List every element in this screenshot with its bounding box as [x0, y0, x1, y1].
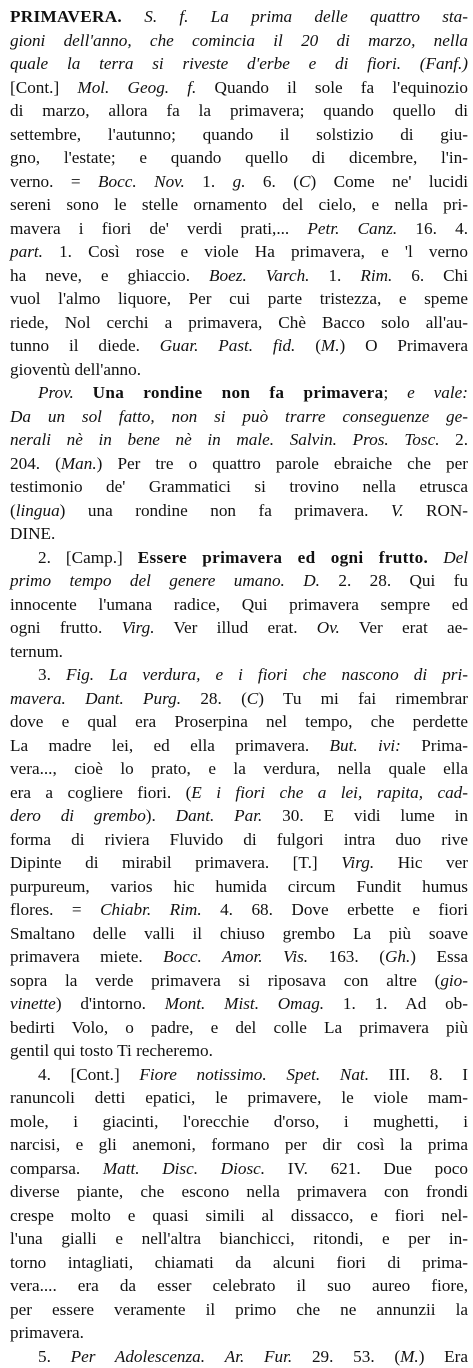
- text-line: [10, 898, 468, 922]
- text-segment: Quando il sole fa l'equinozio: [196, 78, 468, 97]
- text-segment: ternum.: [10, 642, 63, 661]
- text-line: [10, 193, 468, 217]
- text-segment: 1. Così rose e viole Ha primavera, e 'l verno: [43, 242, 468, 261]
- text-segment: gno, l'estate; e quando quello di dicembre, l'in-: [10, 148, 468, 167]
- text-line: [10, 992, 468, 1016]
- text-segment: primavera.: [10, 1323, 84, 1342]
- headword-text: Una rondine non fa primavera: [93, 383, 384, 402]
- text-segment: ) Tu mi fai rimembrar: [258, 689, 468, 708]
- italic-text: Del: [443, 548, 468, 567]
- text-segment: mole, i giacinti, l'orecchie d'orso, i mughetti, i: [10, 1112, 468, 1131]
- text-segment: narcisi, e gli anemoni, formano per dir così la prima: [10, 1135, 468, 1154]
- italic-text: M.: [400, 1347, 419, 1366]
- text-segment: sereni sono le stelle ornamento del cielo, e nella pri-: [10, 195, 468, 214]
- text-segment: comparsa.: [10, 1159, 103, 1178]
- text-line: [10, 1298, 468, 1322]
- text-segment: tunno il diede.: [10, 336, 160, 355]
- text-segment: crespe molto e quasi simili al dissacco, e fiori nel-: [10, 1206, 468, 1225]
- italic-text: Man.: [61, 454, 97, 473]
- text-segment: 4. [Cont.]: [38, 1065, 139, 1084]
- text-line: [10, 1227, 468, 1251]
- italic-text: M.: [321, 336, 340, 355]
- italic-text: quale la terra si riveste d'erbe e di fiori. (Fanf.): [10, 54, 468, 73]
- text-segment: [74, 383, 93, 402]
- text-segment: 1.: [309, 266, 360, 285]
- text-line: [10, 170, 468, 194]
- italic-text: Petr. Canz.: [307, 219, 397, 238]
- text-segment: III. 8. I: [369, 1065, 468, 1084]
- text-segment: DINE.: [10, 524, 55, 543]
- italic-text: V.: [391, 501, 404, 520]
- italic-text: vinette: [10, 994, 56, 1013]
- text-segment: flores. =: [10, 900, 100, 919]
- text-line: [10, 499, 468, 523]
- text-line: [10, 710, 468, 734]
- text-segment: IV. 621. Due poco: [265, 1159, 468, 1178]
- text-segment: per essere veramente il primo che ne annunzii la: [10, 1300, 468, 1319]
- text-segment: 1.: [185, 172, 233, 191]
- text-segment: [267, 1065, 287, 1084]
- text-line: [10, 29, 468, 53]
- italic-text: mavera.: [10, 689, 66, 708]
- italic-text: C: [299, 172, 310, 191]
- text-segment: torno intagliati, chiamati da alcuni fiori di prima-: [10, 1253, 468, 1272]
- italic-text: Chiabr. Rim.: [100, 900, 202, 919]
- text-segment: dove e qual era Proserpina nel tempo, che perdette: [10, 712, 468, 731]
- text-segment: 3.: [38, 665, 66, 684]
- text-line: [10, 334, 468, 358]
- italic-text: primo tempo del genere umano.: [10, 571, 285, 590]
- italic-text: g.: [233, 172, 246, 191]
- text-line: [10, 734, 468, 758]
- text-line: [10, 1251, 468, 1275]
- text-line: [10, 1157, 468, 1181]
- text-segment: (: [10, 501, 16, 520]
- text-segment: [66, 689, 85, 708]
- text-line: [10, 922, 468, 946]
- text-segment: ) Come ne' lucidi: [310, 172, 468, 191]
- italic-text: Matt. Disc. Diosc.: [103, 1159, 265, 1178]
- text-line: [10, 146, 468, 170]
- italic-text: Da un sol fatto, non si può trarre conseguenze ge-: [10, 407, 468, 426]
- text-segment: ) O Primavera: [340, 336, 468, 355]
- text-segment: La madre lei, ed ella primavera.: [10, 736, 329, 755]
- text-segment: sopra la verde primavera si riposava con altre (: [10, 971, 440, 990]
- italic-text: Bocc. Amor. Vis.: [163, 947, 308, 966]
- text-line: [10, 358, 468, 382]
- text-segment: 204. (: [10, 454, 61, 473]
- text-line: [10, 1345, 468, 1368]
- italic-text: gio-: [440, 971, 468, 990]
- text-segment: 5.: [38, 1347, 71, 1366]
- text-line: [10, 969, 468, 993]
- text-line: [10, 475, 468, 499]
- text-segment: verno. =: [10, 172, 98, 191]
- text-segment: gentil qui tosto Ti recheremo.: [10, 1041, 213, 1060]
- text-line: [10, 1321, 468, 1345]
- text-segment: 2. [Camp.]: [38, 548, 138, 567]
- text-line: [10, 311, 468, 335]
- text-segment: Ver illud erat.: [155, 618, 317, 637]
- text-line: [10, 757, 468, 781]
- text-segment: 4. 68. Dove erbette e fiori: [202, 900, 468, 919]
- text-segment: (: [295, 336, 321, 355]
- text-line: [10, 828, 468, 852]
- text-segment: era a cogliere fiori. (: [10, 783, 191, 802]
- text-segment: ogni frutto.: [10, 618, 122, 637]
- text-segment: 2. 28. Qui fu: [320, 571, 468, 590]
- italic-text: Fig. La verdura, e i fiori che nascono di pri-: [66, 665, 468, 684]
- text-line: [10, 522, 468, 546]
- text-segment: forma di riviera Fluvido di fulgori intra duo rive: [10, 830, 468, 849]
- text-line: [10, 428, 468, 452]
- text-segment: ) d'intorno.: [56, 994, 165, 1013]
- italic-text: Spet. Nat.: [286, 1065, 369, 1084]
- text-line: [10, 1039, 468, 1063]
- text-line: [10, 99, 468, 123]
- italic-text: lingua: [16, 501, 60, 520]
- text-segment: [205, 1347, 225, 1366]
- text-segment: ) Era: [419, 1347, 468, 1366]
- text-segment: ha neve, e ghiaccio.: [10, 266, 209, 285]
- italic-text: Ar. Fur.: [225, 1347, 292, 1366]
- text-line: [10, 1063, 468, 1087]
- text-line: [10, 1110, 468, 1134]
- italic-text: Per Adolescenza.: [71, 1347, 205, 1366]
- text-segment: ranuncoli detti epatici, le primavere, le viole mam-: [10, 1088, 468, 1107]
- text-segment: 1. 1. Ad ob-: [324, 994, 468, 1013]
- text-line: [10, 781, 468, 805]
- text-segment: diverse piante, che escono nella primavera con frondi: [10, 1182, 468, 1201]
- text-segment: vuol l'almo liquore, Per cui parte tristezza, e speme: [10, 289, 468, 308]
- text-segment: 163. (: [308, 947, 385, 966]
- italic-text: S. f. La prima delle quattro sta-: [144, 7, 468, 26]
- text-segment: ) una rondine non fa primavera.: [60, 501, 391, 520]
- text-segment: innocente l'umana radice, Qui primavera sempre ed: [10, 595, 468, 614]
- text-line: [10, 640, 468, 664]
- headword-text: PRIMAVERA.: [10, 7, 122, 26]
- text-segment: purpureum, varios hic humida circum Fundit humus: [10, 877, 468, 896]
- text-line: [10, 217, 468, 241]
- text-segment: RON-: [403, 501, 468, 520]
- headword-text: Essere primavera ed ogni frutto.: [138, 548, 428, 567]
- text-line: [10, 1204, 468, 1228]
- italic-text: Mont. Mist. Omag.: [165, 994, 324, 1013]
- text-line: [10, 240, 468, 264]
- text-segment: settembre, l'autunno; quando il solstizio di giu-: [10, 125, 468, 144]
- text-line: [10, 52, 468, 76]
- text-line: [10, 1274, 468, 1298]
- text-segment: Prima-: [401, 736, 468, 755]
- text-line: [10, 1180, 468, 1204]
- text-segment: testimonio de' Grammatici si trovino nella etrusca: [10, 477, 468, 496]
- italic-text: Guar. Past. fid.: [160, 336, 296, 355]
- text-segment: di marzo, allora fa la primavera; quando quello di: [10, 101, 468, 120]
- text-line: [10, 616, 468, 640]
- text-segment: bedirti Volo, o padre, e del colle La primavera più: [10, 1018, 468, 1037]
- text-segment: Ver erat ae-: [340, 618, 468, 637]
- text-segment: ).: [146, 806, 176, 825]
- text-segment: l'una gialli e nell'altra bianchicci, ritondi, e per in-: [10, 1229, 468, 1248]
- text-segment: Smaltano delle valli il chiuso grembo La più soave: [10, 924, 468, 943]
- text-segment: 29. 53. (: [292, 1347, 400, 1366]
- text-segment: 6. (: [245, 172, 299, 191]
- entry-primavera: [10, 5, 468, 1368]
- text-line: [10, 663, 468, 687]
- text-segment: 28. (: [181, 689, 247, 708]
- text-segment: gioventù dell'anno.: [10, 360, 141, 379]
- italic-text: Virg.: [122, 618, 155, 637]
- italic-text: gioni dell'anno, che comincia il 20 di marzo, nella: [10, 31, 468, 50]
- italic-text: Salvin. Pros. Tosc.: [290, 430, 440, 449]
- italic-text: Virg.: [341, 853, 374, 872]
- text-segment: primavera miete.: [10, 947, 163, 966]
- italic-text: e vale:: [407, 383, 468, 402]
- text-line: [10, 945, 468, 969]
- text-line: [10, 123, 468, 147]
- text-line: [10, 1086, 468, 1110]
- italic-text: Mol. Geog. f.: [77, 78, 196, 97]
- italic-text: Fiore notissimo.: [139, 1065, 266, 1084]
- italic-text: Rim.: [360, 266, 392, 285]
- text-line: [10, 804, 468, 828]
- text-segment: vera..., cioè lo prato, e la verdura, nella quale ella: [10, 759, 468, 778]
- text-segment: riede, Nol cerchi a primavera, Chè Bacco solo all'au-: [10, 313, 468, 332]
- text-segment: mavera i fiori de' verdi prati,...: [10, 219, 307, 238]
- italic-text: C: [247, 689, 258, 708]
- italic-text: E i fiori che a lei, rapita, cad-: [191, 783, 468, 802]
- text-segment: ) Per tre o quattro parole ebraiche che per: [97, 454, 468, 473]
- text-segment: [Cont.]: [10, 78, 77, 97]
- text-segment: ;: [383, 383, 407, 402]
- italic-text: Gh.: [385, 947, 410, 966]
- text-line: [10, 687, 468, 711]
- italic-text: Boez. Varch.: [209, 266, 309, 285]
- text-segment: 16. 4.: [397, 219, 468, 238]
- text-line: [10, 546, 468, 570]
- text-segment: Dipinte di mirabil primavera. [T.]: [10, 853, 341, 872]
- text-segment: [285, 571, 303, 590]
- text-segment: 6. Chi: [392, 266, 468, 285]
- text-segment: [122, 7, 144, 26]
- text-line: [10, 875, 468, 899]
- italic-text: Prov.: [38, 383, 74, 402]
- italic-text: Dant. Par.: [176, 806, 263, 825]
- text-line: [10, 851, 468, 875]
- text-line: [10, 5, 468, 29]
- text-segment: 30. E vidi lume in: [262, 806, 468, 825]
- text-segment: [274, 430, 290, 449]
- italic-text: But. ivi:: [329, 736, 400, 755]
- italic-text: part.: [10, 242, 43, 261]
- text-line: [10, 264, 468, 288]
- text-line: [10, 452, 468, 476]
- italic-text: nerali nè in bene nè in male.: [10, 430, 274, 449]
- italic-text: Bocc. Nov.: [98, 172, 185, 191]
- text-line: [10, 287, 468, 311]
- text-line: [10, 1016, 468, 1040]
- italic-text: Dant. Purg.: [85, 689, 181, 708]
- text-line: [10, 76, 468, 100]
- text-line: [10, 381, 468, 405]
- italic-text: Ov.: [317, 618, 340, 637]
- text-line: [10, 1133, 468, 1157]
- text-segment: 2.: [440, 430, 469, 449]
- text-segment: [428, 548, 443, 567]
- text-line: [10, 593, 468, 617]
- text-segment: ) Essa: [410, 947, 468, 966]
- text-segment: Hic ver: [374, 853, 468, 872]
- text-segment: vera.... era da esser celebrato il suo aureo fiore,: [10, 1276, 468, 1295]
- text-line: [10, 569, 468, 593]
- text-line: [10, 405, 468, 429]
- italic-text: dero di grembo: [10, 806, 146, 825]
- italic-text: D.: [303, 571, 320, 590]
